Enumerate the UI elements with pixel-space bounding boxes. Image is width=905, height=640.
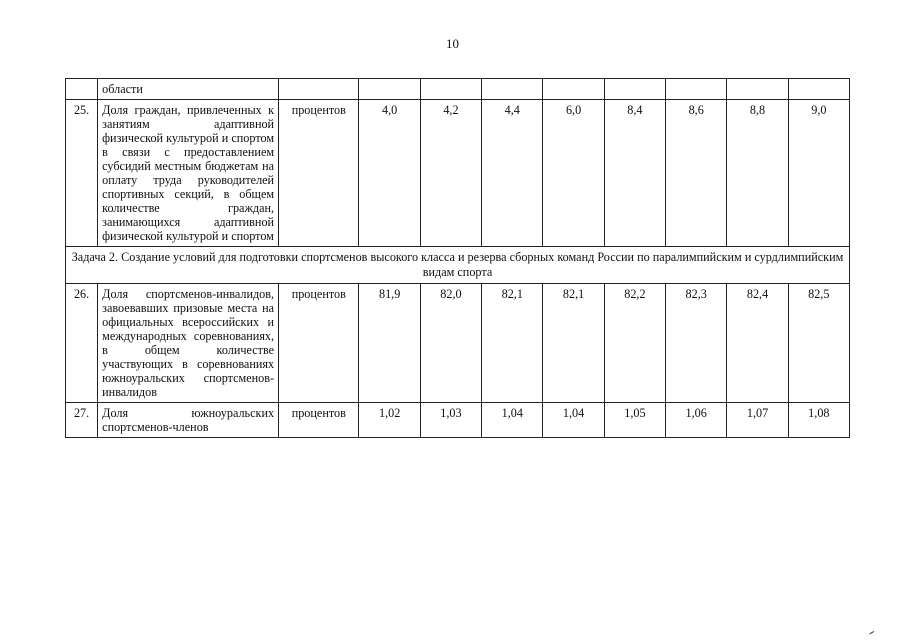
row-number-cell: 27. [66,403,98,438]
value-cell: 1,07 [727,403,788,438]
table-row [66,403,850,438]
value-cell [666,79,727,100]
value-cell: 81,9 [359,284,420,403]
indicator-name-cell: Доля граждан, привлеченных к занятиям адаптивной физической культурой и спортом в связи с предоставлением субсидий местным бюджетам на оплату труда руководителей спортивных секций, в общем количестве граждан, занимающихся адаптивной физической культурой и спортом [98,100,279,247]
value-cell [420,79,481,100]
value-cell: 82,1 [543,284,604,403]
unit-cell: процентов [279,100,359,247]
value-cell [359,79,420,100]
value-cell [604,79,665,100]
value-cell [788,79,849,100]
value-cell: 82,3 [666,284,727,403]
table-row [66,100,850,247]
value-cell: 82,5 [788,284,849,403]
scan-mark [869,631,875,637]
table-row [66,79,850,100]
value-cell: 4,4 [482,100,543,247]
indicator-table [65,78,850,438]
value-cell: 1,02 [359,403,420,438]
row-number-cell: 26. [66,284,98,403]
value-cell: 1,06 [666,403,727,438]
task-heading: Задача 2. Создание условий для подготовки спортсменов высокого класса и резерва сборных команд России по паралимпийским и сурдлимпийским видам спорта [66,247,850,284]
value-cell: 9,0 [788,100,849,247]
indicator-name-cell: Доля спортсменов-инвалидов, завоевавших призовые места на официальных всероссийских и международных соревнованиях, в общем количестве участвующих в соревнованиях южноуральских спортсменов-инвалидов [98,284,279,403]
value-cell: 8,8 [727,100,788,247]
value-cell: 82,2 [604,284,665,403]
row-number-cell: 25. [66,100,98,247]
value-cell: 82,4 [727,284,788,403]
task-heading-row [66,247,850,284]
value-cell: 8,6 [666,100,727,247]
unit-cell: процентов [279,403,359,438]
value-cell: 4,0 [359,100,420,247]
value-cell: 1,08 [788,403,849,438]
unit-cell: процентов [279,284,359,403]
indicator-name-cell: Доля южноуральских спортсменов-членов [98,403,279,438]
value-cell [543,79,604,100]
value-cell: 4,2 [420,100,481,247]
indicator-name-cell: области [98,79,279,100]
unit-cell [279,79,359,100]
value-cell: 1,05 [604,403,665,438]
value-cell: 82,1 [482,284,543,403]
row-number-cell [66,79,98,100]
value-cell: 1,03 [420,403,481,438]
page-number: 10 [446,36,459,51]
value-cell: 1,04 [543,403,604,438]
table-row [66,284,850,403]
value-cell [482,79,543,100]
value-cell: 82,0 [420,284,481,403]
value-cell: 8,4 [604,100,665,247]
value-cell: 6,0 [543,100,604,247]
value-cell: 1,04 [482,403,543,438]
value-cell [727,79,788,100]
